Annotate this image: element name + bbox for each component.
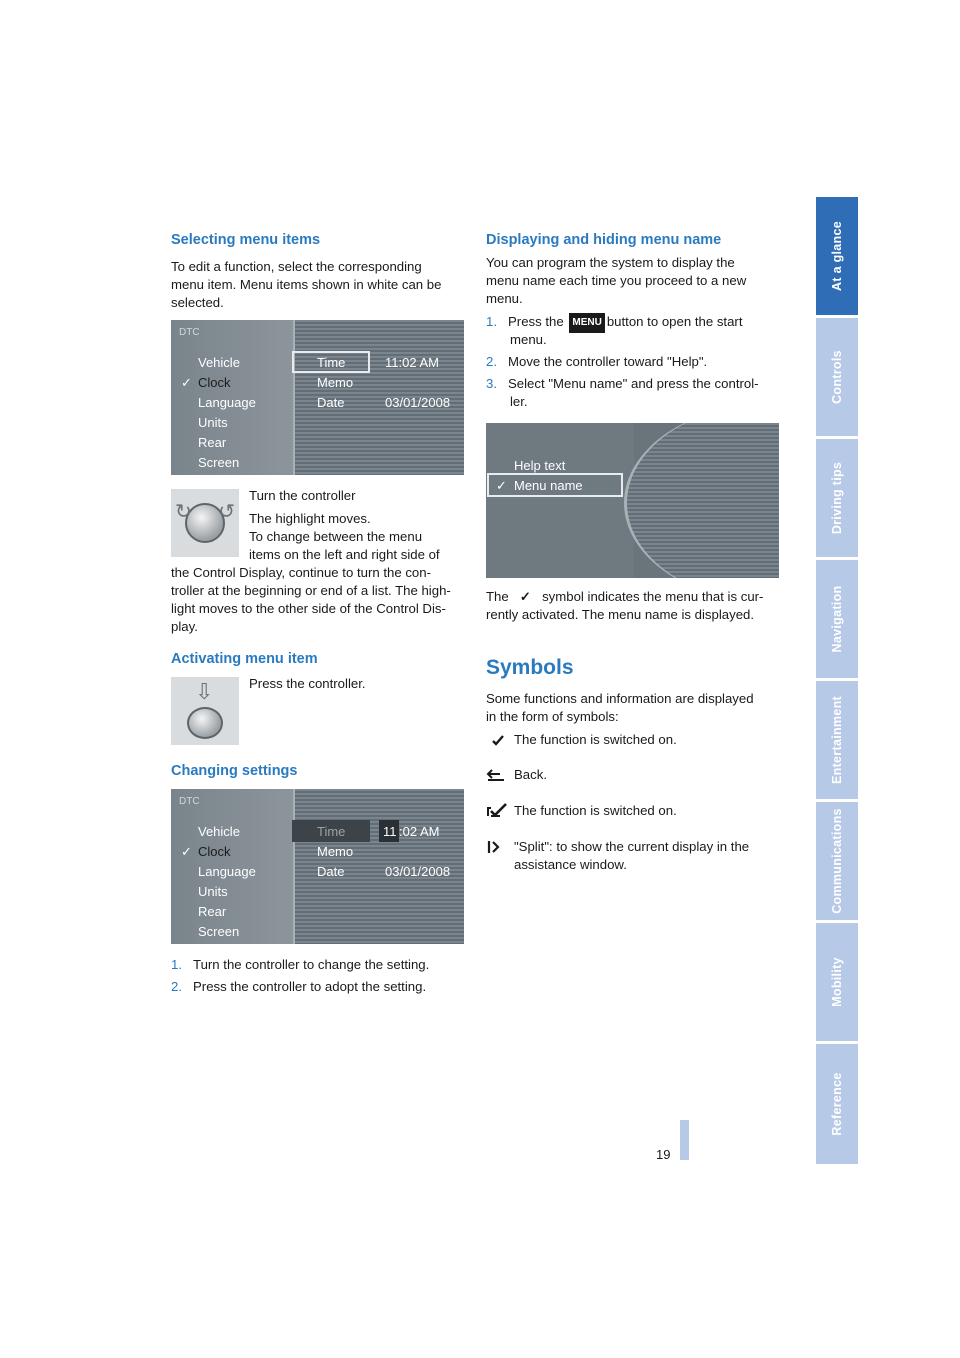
text-line: To edit a function, select the corresponding	[171, 259, 422, 274]
text-line: troller at the beginning or end of a list. The high-	[171, 583, 451, 598]
control-display-screenshot-time-edit	[171, 789, 464, 944]
text-line: You can program the system to display the	[486, 255, 735, 270]
tab-label: Navigation	[830, 585, 844, 653]
value-date: 03/01/2008	[385, 395, 451, 410]
text-line: ler.	[510, 394, 528, 409]
text-line: play.	[171, 619, 198, 634]
changing-step-2	[171, 978, 426, 996]
step-number: 2.	[486, 354, 497, 369]
section-title-symbols: Symbols	[486, 656, 574, 679]
symbol-desc: assistance window.	[514, 857, 627, 872]
check-icon: ✓	[181, 844, 192, 859]
tab-driving-tips[interactable]	[816, 439, 858, 557]
menu-item-language: Language	[198, 395, 256, 410]
value-time-rest: :02 AM	[399, 824, 440, 839]
value-hour: 11	[383, 824, 397, 839]
menu-item-clock: Clock	[198, 844, 231, 859]
label-date: Date	[317, 395, 345, 410]
display-step-3	[486, 375, 759, 393]
step-text: Select "Menu name" and press the control-	[508, 376, 759, 391]
control-display-screenshot-help	[486, 423, 779, 578]
text-line: To change between the menu	[249, 529, 423, 544]
label-date: Date	[317, 864, 345, 879]
menu-item-screen: Screen	[198, 455, 240, 470]
menu-item-vehicle: Vehicle	[198, 355, 240, 370]
menu-item-units: Units	[198, 884, 228, 899]
menu-item-vehicle: Vehicle	[198, 824, 240, 839]
tab-label: Communications	[830, 808, 844, 914]
tab-controls[interactable]	[816, 318, 858, 436]
text-line: The	[486, 589, 509, 604]
text-line: items on the left and right side of	[249, 547, 440, 562]
display-step-2	[486, 353, 707, 371]
changing-step-1	[171, 956, 429, 974]
control-display-screenshot-clock	[171, 320, 464, 475]
text-line: symbol indicates the menu that is cur-	[542, 589, 764, 604]
menu-item-menu-name: Menu name	[514, 478, 583, 493]
menu-item-clock: Clock	[198, 375, 231, 390]
tab-label: Driving tips	[830, 461, 844, 535]
step-text: Press the controller to adopt the setting.	[193, 979, 427, 994]
controller-turn-icon: ↻ ↺	[171, 489, 239, 557]
page-number: 19	[656, 1147, 671, 1162]
tab-communications[interactable]	[816, 802, 858, 920]
value-date: 03/01/2008	[385, 864, 451, 879]
check-icon: ✓	[181, 375, 192, 390]
label-memo: Memo	[317, 844, 354, 859]
tab-mobility[interactable]	[816, 923, 858, 1041]
back-arrow-icon	[486, 768, 508, 784]
press-text: Press the controller.	[249, 676, 366, 691]
menu-item-units: Units	[198, 415, 228, 430]
menu-item-rear: Rear	[198, 904, 227, 919]
chapter-tabs	[816, 197, 858, 1167]
step-text: Turn the controller to change the setting.	[193, 957, 430, 972]
step-number: 2.	[171, 979, 182, 994]
text-line: menu.	[486, 291, 523, 306]
split-arrow-icon	[486, 839, 508, 855]
text-line: menu name each time you proceed to a new	[486, 273, 747, 288]
step-number: 3.	[486, 376, 497, 391]
turn-text: Turn the controller	[249, 488, 356, 503]
tab-navigation[interactable]	[816, 560, 858, 678]
menu-item-help-text: Help text	[514, 458, 566, 473]
menu-item-screen: Screen	[198, 924, 240, 939]
text-line: menu item. Menu items shown in white can be	[171, 277, 442, 292]
check-note	[486, 588, 763, 606]
symbol-desc: Back.	[514, 767, 547, 782]
menu-item-rear: Rear	[198, 435, 227, 450]
tab-label: Reference	[830, 1072, 844, 1136]
display-intro	[486, 254, 746, 308]
tab-at-a-glance[interactable]	[816, 197, 858, 315]
tab-label: At a glance	[830, 221, 844, 291]
page-marker	[680, 1120, 689, 1160]
display-step-1	[486, 313, 742, 333]
label-memo: Memo	[317, 375, 354, 390]
step-text: Press the	[508, 314, 564, 329]
screen-header: DTC	[179, 327, 200, 338]
check-icon: ✓	[519, 589, 531, 604]
menu-button-icon: MENU	[569, 313, 604, 333]
symbol-desc: The function is switched on.	[514, 803, 677, 818]
text-line: Some functions and information are displayed	[486, 691, 754, 706]
menu-item-language: Language	[198, 864, 256, 879]
label-time: Time	[317, 824, 346, 839]
section-title-display-menu-name: Displaying and hiding menu name	[486, 232, 722, 248]
check-box-icon	[486, 803, 508, 819]
moves-text: The highlight moves.	[249, 511, 371, 526]
selecting-intro	[171, 258, 441, 312]
text-line: selected.	[171, 295, 224, 310]
step-text: Move the controller toward "Help".	[508, 354, 708, 369]
text-line: menu.	[510, 332, 547, 347]
tab-reference[interactable]	[816, 1044, 858, 1164]
text-line: in the form of symbols:	[486, 709, 619, 724]
controller-press-icon: ⇩	[171, 677, 239, 745]
symbol-desc: The function is switched on.	[514, 732, 677, 747]
screen-header: DTC	[179, 796, 200, 807]
label-time: Time	[317, 355, 346, 370]
section-title-selecting: Selecting menu items	[171, 232, 321, 248]
step-text: button to open the start	[606, 314, 743, 329]
check-icon	[486, 732, 508, 748]
check-icon: ✓	[496, 478, 507, 493]
step-number: 1.	[171, 957, 182, 972]
text-line: rently activated. The menu name is displayed.	[486, 607, 755, 622]
section-title-changing: Changing settings	[171, 763, 298, 779]
tab-label: Controls	[830, 350, 844, 404]
tab-label: Mobility	[830, 957, 844, 1007]
symbol-desc: "Split": to show the current display in the	[514, 839, 750, 854]
step-number: 1.	[486, 314, 497, 330]
section-title-activating: Activating menu item	[171, 651, 318, 667]
tab-label: Entertainment	[830, 696, 844, 784]
value-time: 11:02 AM	[385, 355, 439, 370]
text-line: the Control Display, continue to turn the con-	[171, 565, 431, 580]
tab-entertainment[interactable]	[816, 681, 858, 799]
text-line: light moves to the other side of the Control Dis-	[171, 601, 446, 616]
